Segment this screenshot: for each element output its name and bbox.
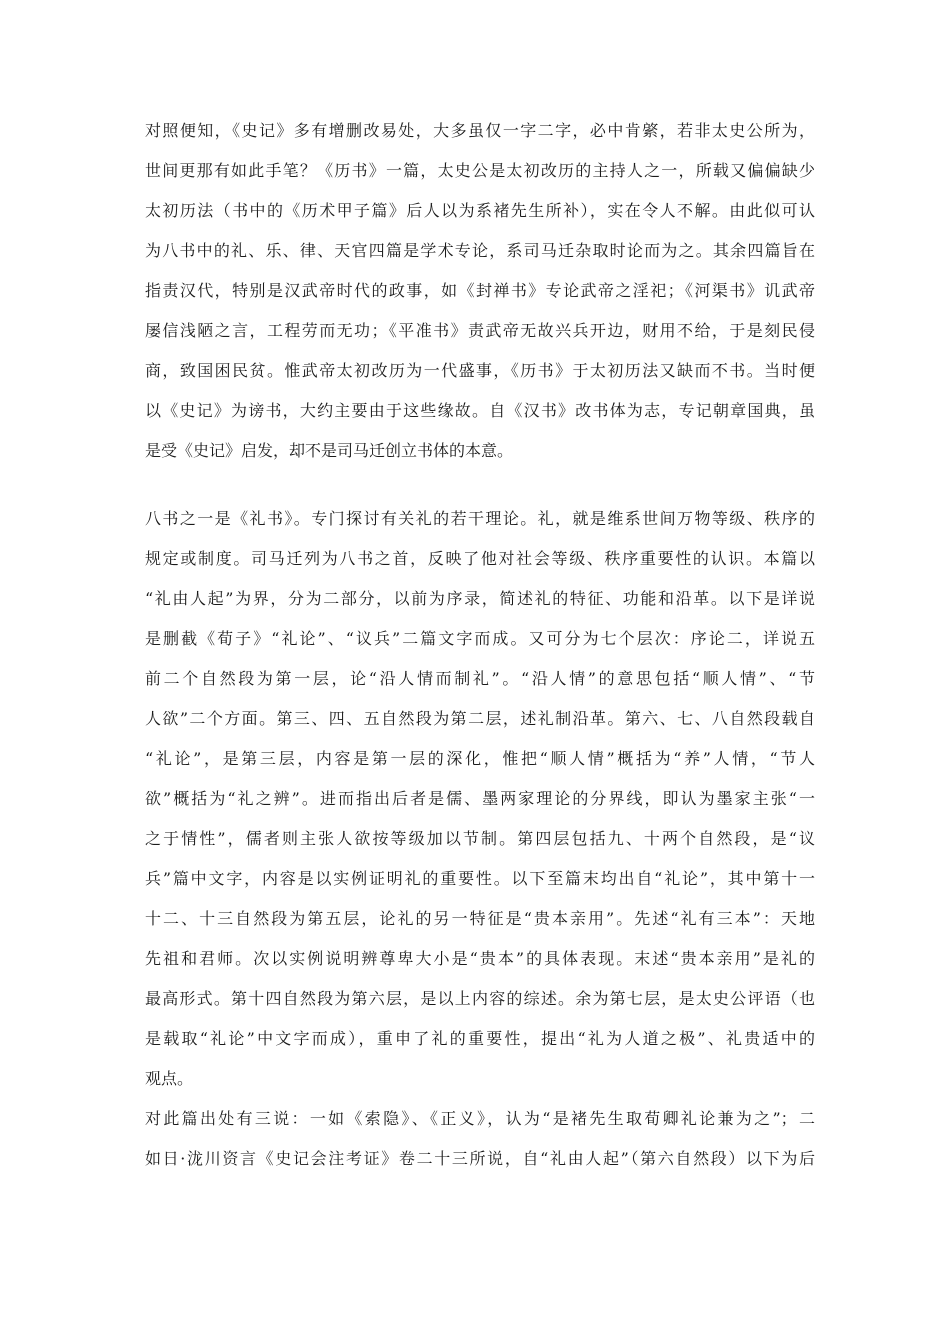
paragraph-2-line-2: 规定或制度。司马迁列为八书之首，反映了他对社会等级、秩序重要性的认识。本篇以 bbox=[145, 549, 815, 568]
paragraph-2-line-3: “礼由人起”为界，分为二部分，以前为序录，简述礼的特征、功能和沿革。以下是详说 bbox=[145, 589, 815, 608]
paragraph-1-line-9: 是受《史记》启发，却不是司马迁创立书体的本意。 bbox=[145, 441, 514, 460]
paragraph-1-line-4: 为八书中的礼、乐、律、天官四篇是学术专论，系司马迁杂取时论而为之。其余四篇旨在 bbox=[145, 241, 815, 260]
paragraph-2-line-5: 前二个自然段为第一层，论“沿人情而制礼”。“沿人情”的意思包括“顺人情”、“节 bbox=[145, 669, 815, 688]
paragraph-2-line-9: 之于情性”，儒者则主张人欲按等级加以节制。第四层包括九、十两个自然段，是“议 bbox=[145, 829, 815, 848]
paragraph-2-line-10: 兵”篇中文字，内容是以实例证明礼的重要性。以下至篇末均出自“礼论”，其中第十一 bbox=[145, 869, 815, 888]
paragraph-2-line-13: 最高形式。第十四自然段为第六层，是以上内容的综述。余为第七层，是太史公评语（也 bbox=[145, 989, 815, 1008]
paragraph-1-line-8: 以《史记》为谤书，大约主要由于这些缘故。自《汉书》改书体为志，专记朝章国典，虽 bbox=[145, 401, 815, 420]
paragraph-3-line-1: 对此篇出处有三说：一如《索隐》、《正义》，认为“是褚先生取荀卿礼论兼为之”；二 bbox=[145, 1109, 815, 1128]
paragraph-2-line-6: 人欲”二个方面。第三、四、五自然段为第二层，述礼制沿革。第六、七、八自然段载自 bbox=[145, 709, 815, 728]
paragraph-2-line-1: 八书之一是《礼书》。专门探讨有关礼的若干理论。礼，就是维系世间万物等级、秩序的 bbox=[145, 509, 815, 528]
paragraph-1-line-5: 指责汉代，特别是汉武帝时代的政事，如《封禅书》专论武帝之淫祀；《河渠书》讥武帝 bbox=[145, 281, 815, 300]
paragraph-2-line-8: 欲”概括为“礼之辨”。进而指出后者是儒、墨两家理论的分界线，即认为墨家主张“一 bbox=[145, 789, 815, 808]
paragraph-1-line-6: 屡信浅陋之言，工程劳而无功；《平准书》责武帝无故兴兵开边，财用不给，于是刻民侵 bbox=[145, 321, 815, 340]
paragraph-1-line-1: 对照便知，《史记》多有增删改易处，大多虽仅一字二字，必中肯綮，若非太史公所为， bbox=[145, 121, 815, 140]
paragraph-2-line-14: 是载取“礼论”中文字而成），重申了礼的重要性，提出“礼为人道之极”、礼贵适中的 bbox=[145, 1029, 815, 1048]
paragraph-2-line-15: 观点。 bbox=[145, 1069, 194, 1088]
paragraph-1-line-2: 世间更那有如此手笔？《历书》一篇，太史公是太初改历的主持人之一，所载又偏偏缺少 bbox=[145, 161, 815, 180]
paragraph-2-line-12: 先祖和君师。次以实例说明辨尊卑大小是“贵本”的具体表现。末述“贵本亲用”是礼的 bbox=[145, 949, 815, 968]
paragraph-1-line-7: 商，致国困民贫。惟武帝太初改历为一代盛事，《历书》于太初历法又缺而不书。当时便 bbox=[145, 361, 815, 380]
paragraph-2-line-7: “礼论”，是第三层，内容是第一层的深化，惟把“顺人情”概括为“养”人情，“节人 bbox=[145, 749, 815, 768]
paragraph-3-line-2: 如日·泷川资言《史记会注考证》卷二十三所说，自“礼由人起”（第六自然段）以下为后 bbox=[145, 1149, 815, 1168]
paragraph-1-line-3: 太初历法（书中的《历术甲子篇》后人以为系褚先生所补），实在令人不解。由此似可认 bbox=[145, 201, 815, 220]
paragraph-2-line-11: 十二、十三自然段为第五层，论礼的另一特征是“贵本亲用”。先述“礼有三本”：天地 bbox=[145, 909, 815, 928]
paragraph-2-line-4: 是删截《荀子》“礼论”、“议兵”二篇文字而成。又可分为七个层次：序论二，详说五 bbox=[145, 629, 815, 648]
